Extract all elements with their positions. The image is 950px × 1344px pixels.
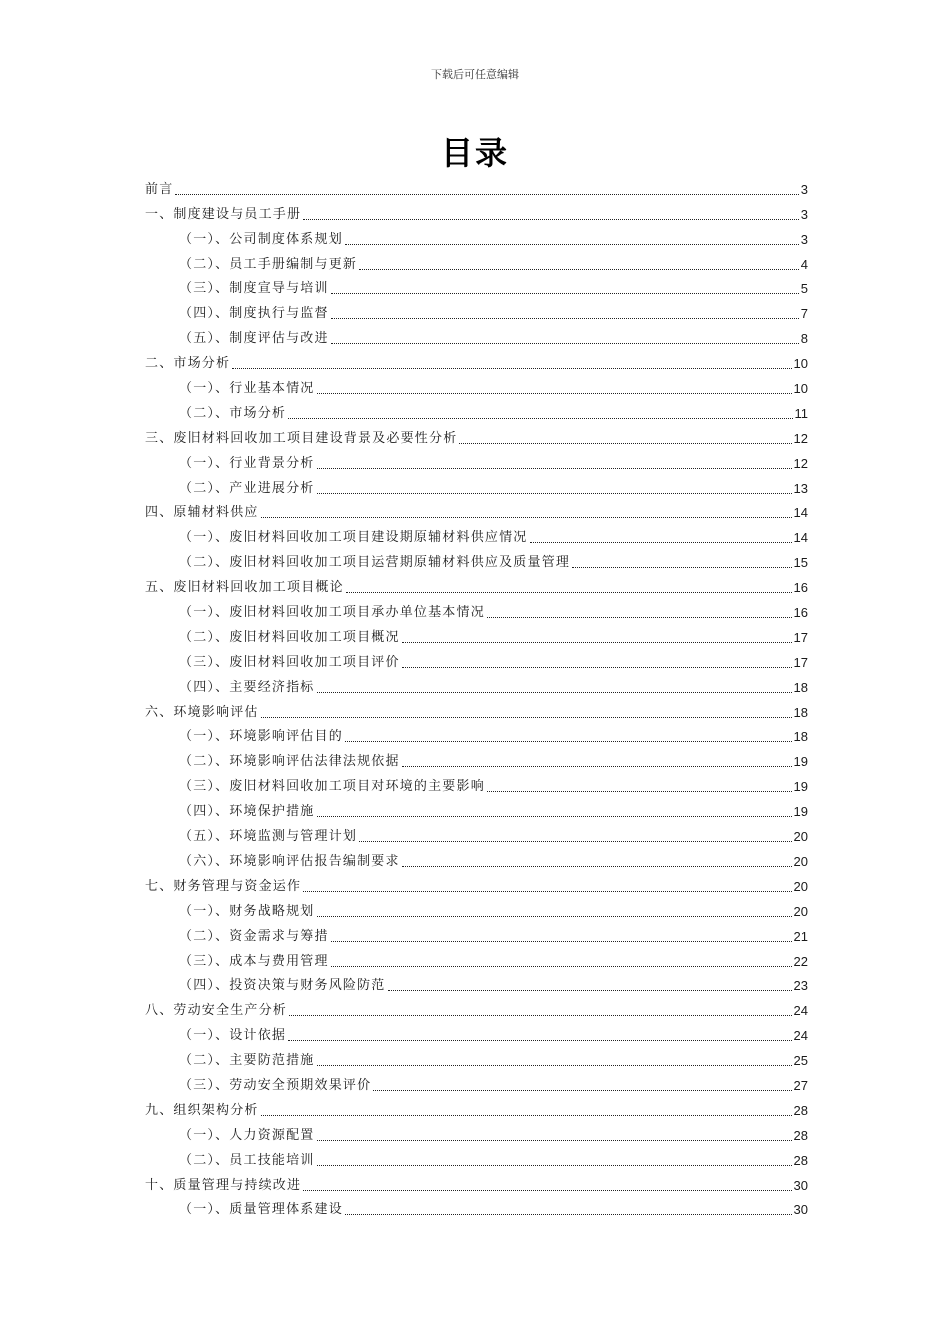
- toc-page-number: 19: [793, 754, 808, 770]
- toc-entry-section[interactable]: [145, 325, 808, 350]
- toc-entry-section[interactable]: [145, 624, 808, 649]
- toc-dot-leader: [346, 591, 792, 593]
- toc-entry-label: （一）、人力资源配置: [179, 1127, 315, 1143]
- toc-dot-leader: [232, 367, 791, 369]
- toc-entry-label: （一）、公司制度体系规划: [179, 231, 343, 247]
- toc-dot-leader: [317, 915, 792, 917]
- toc-entry-label: （五）、环境监测与管理计划: [179, 829, 358, 845]
- toc-entry-label: （三）、废旧材料回收加工项目对环境的主要影响: [179, 779, 485, 795]
- toc-page-number: 20: [793, 878, 808, 894]
- toc-entry-label: （二）、废旧材料回收加工项目运营期原辅材料供应及质量管理: [179, 555, 571, 571]
- toc-dot-leader: [175, 193, 798, 195]
- toc-entry-section[interactable]: [145, 251, 808, 276]
- toc-dot-leader: [402, 641, 792, 643]
- header-note: 下载后可任意编辑: [431, 68, 519, 81]
- toc-dot-leader: [331, 342, 799, 344]
- toc-entry-section[interactable]: [145, 973, 808, 998]
- toc-entry-section[interactable]: [145, 1147, 808, 1172]
- toc-page-number: 19: [793, 779, 808, 795]
- toc-dot-leader: [388, 989, 792, 991]
- toc-page-number: 28: [793, 1127, 808, 1143]
- toc-entry-label: （二）、废旧材料回收加工项目概况: [179, 629, 400, 645]
- toc-entry-section[interactable]: [145, 475, 808, 500]
- toc-entry-label: （四）、制度执行与监督: [179, 306, 329, 322]
- toc-entry-label: （二）、员工技能培训: [179, 1152, 315, 1168]
- toc-page-number: 3: [800, 181, 808, 197]
- toc-entry-label: （一）、环境影响评估目的: [179, 729, 343, 745]
- toc-dot-leader: [345, 740, 792, 742]
- toc-entry-chapter[interactable]: [145, 873, 808, 898]
- toc-entry-label: （一）、设计依据: [179, 1028, 287, 1044]
- toc-entry-chapter[interactable]: [145, 997, 808, 1022]
- toc-entry-section[interactable]: [145, 724, 808, 749]
- toc-page-number: 3: [800, 231, 808, 247]
- page-title: 目录: [440, 134, 509, 172]
- toc-dot-leader: [345, 243, 799, 245]
- toc-entry-chapter[interactable]: [145, 425, 808, 450]
- toc-entry-label: （一）、财务战略规划: [179, 903, 315, 919]
- toc-entry-chapter[interactable]: [145, 500, 808, 525]
- toc-page-number: 30: [793, 1202, 808, 1218]
- toc-dot-leader: [317, 467, 792, 469]
- toc-dot-leader: [331, 317, 799, 319]
- toc-entry-section[interactable]: [145, 1122, 808, 1147]
- toc-page-number: 25: [793, 1053, 808, 1069]
- toc-page-number: 10: [793, 356, 808, 372]
- toc-entry-label: （三）、劳动安全预期效果评价: [179, 1077, 372, 1093]
- toc-dot-leader: [572, 566, 791, 568]
- toc-entry-chapter[interactable]: [145, 201, 808, 226]
- toc-entry-section[interactable]: [145, 450, 808, 475]
- toc-page-number: 27: [793, 1077, 808, 1093]
- toc-page-number: 12: [793, 430, 808, 446]
- toc-entry-label: 前言: [145, 181, 174, 197]
- toc-page-number: 14: [793, 530, 808, 546]
- toc-page-number: 22: [793, 953, 808, 969]
- toc-entry-label: （二）、市场分析: [179, 405, 287, 421]
- toc-page-number: 17: [793, 629, 808, 645]
- toc-entry-chapter[interactable]: [145, 1172, 808, 1197]
- toc-entry-section[interactable]: [145, 1047, 808, 1072]
- toc-entry-section[interactable]: [145, 898, 808, 923]
- toc-entry-label: （五）、制度评估与改进: [179, 331, 329, 347]
- toc-page-number: 16: [793, 605, 808, 621]
- toc-entry-section[interactable]: [145, 524, 808, 549]
- toc-page-number: 20: [793, 853, 808, 869]
- toc-page-number: 24: [793, 1003, 808, 1019]
- toc-entry-label: 三、废旧材料回收加工项目建设背景及必要性分析: [145, 430, 458, 446]
- toc-page-number: 28: [793, 1152, 808, 1168]
- toc-dot-leader: [303, 890, 791, 892]
- toc-dot-leader: [288, 1039, 791, 1041]
- toc-dot-leader: [317, 691, 792, 693]
- toc-dot-leader: [288, 417, 792, 419]
- toc-entry-label: 七、财务管理与资金运作: [145, 878, 302, 894]
- toc-entry-section[interactable]: [145, 674, 808, 699]
- toc-entry-label: （二）、员工手册编制与更新: [179, 256, 358, 272]
- toc-entry-section[interactable]: [145, 599, 808, 624]
- toc-dot-leader: [345, 1213, 792, 1215]
- toc-entry-label: （一）、废旧材料回收加工项目建设期原辅材料供应情况: [179, 530, 528, 546]
- toc-dot-leader: [317, 1139, 792, 1141]
- toc-page-number: 24: [793, 1028, 808, 1044]
- toc-dot-leader: [261, 516, 792, 518]
- toc-page-number: 15: [793, 555, 808, 571]
- toc-page-number: 20: [793, 829, 808, 845]
- toc-entry-section[interactable]: [145, 848, 808, 873]
- toc-entry-chapter[interactable]: [145, 1097, 808, 1122]
- toc-dot-leader: [261, 1114, 792, 1116]
- toc-dot-leader: [303, 218, 799, 220]
- toc-entry-label: （三）、制度宣导与培训: [179, 281, 329, 297]
- toc-dot-leader: [459, 442, 791, 444]
- toc-page-number: 5: [800, 281, 808, 297]
- toc-entry-label: （二）、主要防范措施: [179, 1053, 315, 1069]
- toc-entry-section[interactable]: [145, 549, 808, 574]
- toc-page-number: 21: [793, 928, 808, 944]
- toc-entry-label: （二）、环境影响评估法律法规依据: [179, 754, 400, 770]
- toc-entry-chapter[interactable]: [145, 574, 808, 599]
- toc-entry-label: 五、废旧材料回收加工项目概论: [145, 580, 344, 596]
- toc-page-number: 13: [793, 480, 808, 496]
- toc-entry-label: 十、质量管理与持续改进: [145, 1177, 302, 1193]
- toc-page-number: 18: [793, 729, 808, 745]
- toc-entry-label: 二、市场分析: [145, 356, 231, 372]
- toc-dot-leader: [402, 765, 792, 767]
- toc-page-number: 11: [794, 405, 808, 421]
- toc-entry-section[interactable]: [145, 1197, 808, 1222]
- toc-entry-section[interactable]: [145, 1022, 808, 1047]
- toc-entry-label: 六、环境影响评估: [145, 704, 259, 720]
- toc-page-number: 23: [793, 978, 808, 994]
- toc-entry-section[interactable]: [145, 773, 808, 798]
- toc-dot-leader: [359, 268, 799, 270]
- toc-entry-section[interactable]: [145, 748, 808, 773]
- toc-entry-label: （一）、质量管理体系建设: [179, 1202, 343, 1218]
- toc-dot-leader: [402, 865, 792, 867]
- toc-entry-label: （一）、行业基本情况: [179, 381, 315, 397]
- toc-entry-label: （三）、废旧材料回收加工项目评价: [179, 654, 400, 670]
- toc-dot-leader: [530, 541, 792, 543]
- toc-dot-leader: [331, 940, 792, 942]
- toc-entry-label: （四）、主要经济指标: [179, 679, 315, 695]
- table-of-contents: [145, 176, 808, 1221]
- toc-dot-leader: [317, 1064, 792, 1066]
- toc-entry-label: 一、制度建设与员工手册: [145, 206, 302, 222]
- toc-dot-leader: [317, 1164, 792, 1166]
- toc-page-number: 18: [793, 679, 808, 695]
- toc-entry-section[interactable]: [145, 649, 808, 674]
- toc-entry-label: （四）、环境保护措施: [179, 804, 315, 820]
- toc-entry-chapter[interactable]: [145, 176, 808, 201]
- toc-dot-leader: [331, 965, 792, 967]
- toc-entry-section[interactable]: [145, 798, 808, 823]
- toc-page-number: 28: [793, 1102, 808, 1118]
- toc-entry-label: （一）、行业背景分析: [179, 455, 315, 471]
- toc-page-number: 3: [800, 206, 808, 222]
- toc-page-number: 16: [793, 580, 808, 596]
- toc-page-number: 20: [793, 903, 808, 919]
- toc-entry-section[interactable]: [145, 1072, 808, 1097]
- toc-entry-section[interactable]: [145, 226, 808, 251]
- toc-entry-section[interactable]: [145, 276, 808, 301]
- toc-page-number: 14: [793, 505, 808, 521]
- toc-entry-label: （二）、资金需求与筹措: [179, 928, 329, 944]
- toc-dot-leader: [317, 392, 792, 394]
- toc-entry-section[interactable]: [145, 400, 808, 425]
- toc-entry-section[interactable]: [145, 948, 808, 973]
- toc-dot-leader: [402, 666, 792, 668]
- toc-dot-leader: [331, 292, 799, 294]
- toc-page-number: 10: [793, 381, 808, 397]
- toc-entry-label: （二）、产业进展分析: [179, 480, 315, 496]
- toc-entry-label: （四）、投资决策与财务风险防范: [179, 978, 386, 994]
- toc-page-number: 7: [800, 306, 808, 322]
- toc-dot-leader: [487, 790, 792, 792]
- toc-entry-chapter[interactable]: [145, 699, 808, 724]
- toc-entry-label: （三）、成本与费用管理: [179, 953, 329, 969]
- toc-dot-leader: [289, 1014, 792, 1016]
- toc-entry-section[interactable]: [145, 375, 808, 400]
- toc-dot-leader: [317, 492, 792, 494]
- toc-dot-leader: [373, 1089, 791, 1091]
- toc-dot-leader: [317, 815, 792, 817]
- toc-dot-leader: [359, 840, 791, 842]
- toc-page-number: 19: [793, 804, 808, 820]
- toc-page-number: 12: [793, 455, 808, 471]
- toc-entry-section[interactable]: [145, 823, 808, 848]
- toc-page-number: 17: [793, 654, 808, 670]
- toc-entry-label: 九、组织架构分析: [145, 1102, 259, 1118]
- toc-entry-label: 四、原辅材料供应: [145, 505, 259, 521]
- toc-dot-leader: [487, 616, 792, 618]
- toc-page-number: 8: [800, 331, 808, 347]
- toc-entry-chapter[interactable]: [145, 350, 808, 375]
- toc-entry-label: （六）、环境影响评估报告编制要求: [179, 853, 400, 869]
- toc-page-number: 4: [800, 256, 808, 272]
- toc-entry-label: 八、劳动安全生产分析: [145, 1003, 288, 1019]
- toc-entry-label: （一）、废旧材料回收加工项目承办单位基本情况: [179, 605, 485, 621]
- toc-dot-leader: [303, 1189, 791, 1191]
- toc-page-number: 18: [793, 704, 808, 720]
- toc-entry-section[interactable]: [145, 923, 808, 948]
- toc-dot-leader: [261, 716, 792, 718]
- toc-entry-section[interactable]: [145, 300, 808, 325]
- toc-page-number: 30: [793, 1177, 808, 1193]
